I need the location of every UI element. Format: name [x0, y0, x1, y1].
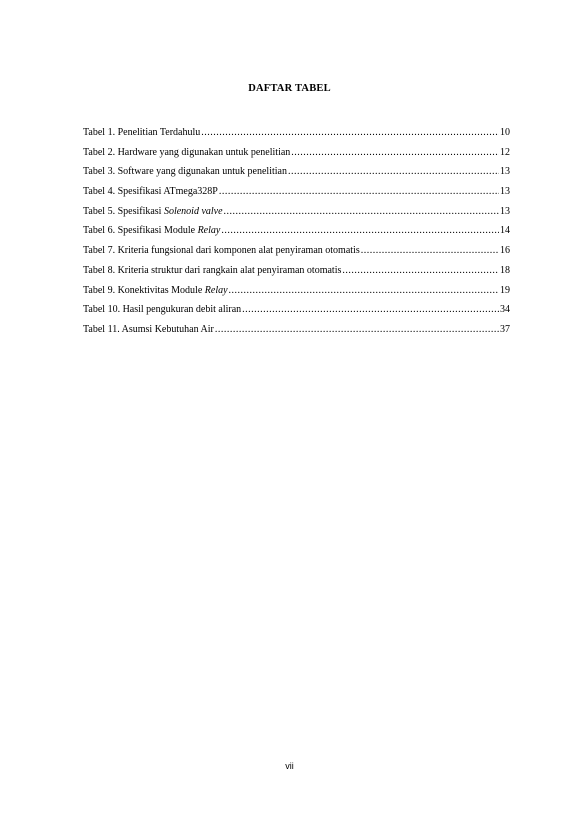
toc-entry-page: 18: [500, 264, 510, 276]
toc-entry-label: Tabel 7. Kriteria fungsional dari komponen alat penyiraman otomatis: [83, 245, 360, 257]
toc-entry[interactable]: [83, 127, 510, 147]
toc-entry-label: Tabel 8. Kriteria struktur dari rangkain alat penyiraman otomatis: [83, 264, 342, 276]
toc-entry-label: Tabel 5. Spesifikasi Solenoid valve: [83, 205, 223, 217]
toc-entry-label: Tabel 1. Penelitian Terdahulu: [83, 127, 201, 138]
toc-entry-label: Tabel 9. Konektivitas Module Relay: [83, 284, 228, 296]
toc-entry-page: 13: [500, 186, 510, 198]
toc-dot-leader: [215, 324, 499, 336]
toc-entry-label: Tabel 4. Spesifikasi ATmega328P: [83, 186, 218, 198]
toc-entry-page: 13: [500, 166, 510, 178]
toc-entry[interactable]: [83, 304, 510, 324]
toc-entry[interactable]: [83, 206, 510, 226]
toc-entry[interactable]: [83, 225, 510, 245]
toc-entry-page: 16: [500, 245, 510, 257]
toc-entry[interactable]: [83, 166, 510, 186]
toc-entry[interactable]: [83, 245, 510, 265]
toc-entry-page: 10: [500, 127, 510, 138]
toc-entry-label: Tabel 11. Asumsi Kebutuhan Air: [83, 323, 214, 335]
toc-dot-leader: [361, 245, 499, 257]
toc-dot-leader: [229, 285, 499, 297]
toc-entry[interactable]: [83, 147, 510, 167]
toc-entry-page: 13: [500, 205, 510, 217]
toc-dot-leader: [242, 304, 499, 316]
toc-entry-page: 34: [500, 304, 510, 316]
toc-entry-page: 37: [500, 323, 510, 335]
toc-entry[interactable]: [83, 186, 510, 206]
toc-entry-page: 14: [500, 225, 510, 237]
toc-dot-leader: [342, 265, 499, 277]
toc-dot-leader: [201, 127, 499, 139]
page-number: vii: [285, 761, 294, 771]
toc-dot-leader: [291, 147, 499, 159]
toc-entry-page: 19: [500, 284, 510, 296]
toc-entry-page: 12: [500, 146, 510, 158]
toc-dot-leader: [224, 206, 499, 218]
toc-entry[interactable]: [83, 265, 510, 285]
toc-entry-label: Tabel 2. Hardware yang digunakan untuk penelitian: [83, 146, 291, 158]
toc-entry-label: Tabel 3. Software yang digunakan untuk penelitian: [83, 166, 287, 178]
toc-dot-leader: [219, 186, 499, 198]
toc-entry-label: Tabel 10. Hasil pengukuran debit aliran: [83, 304, 242, 316]
toc-entry-label: Tabel 6. Spesifikasi Module Relay: [83, 225, 221, 237]
toc-entry[interactable]: [83, 285, 510, 305]
toc-dot-leader: [288, 166, 499, 178]
toc-dot-leader: [221, 225, 499, 237]
table-of-contents: [83, 127, 510, 344]
toc-entry[interactable]: [83, 324, 510, 344]
page-title: DAFTAR TABEL: [248, 83, 331, 94]
